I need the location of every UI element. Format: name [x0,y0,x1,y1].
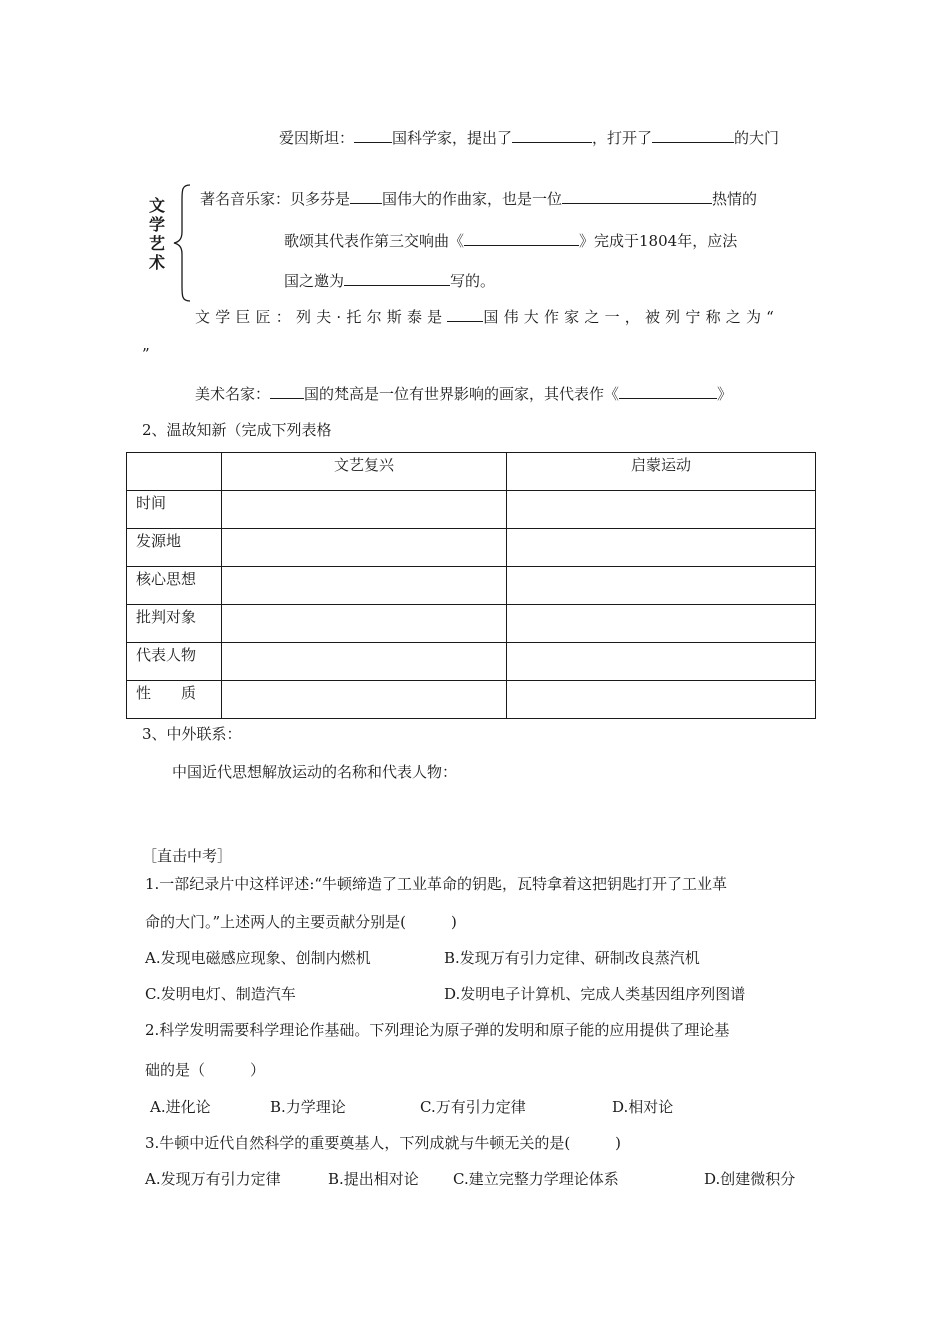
music-line-3 [284,270,495,291]
row-label: 代表人物 [127,643,222,681]
row-label: 时间 [127,491,222,529]
q3-option-d[interactable]: D.创建微积分 [704,1170,796,1188]
q3-line1: 3.牛顿中近代自然科学的重要奠基人，下列成就与牛顿无关的是( ) [145,1134,622,1152]
curly-brace-icon [172,184,192,302]
literature-close-quote: ” [142,345,150,363]
q1-option-c[interactable]: C.发明电灯、制造汽车 [145,985,296,1003]
header-cell-renaissance: 文艺复兴 [222,453,507,491]
q2-option-a[interactable]: A.进化论 [150,1098,211,1116]
table-row [127,491,816,529]
literature-suffix: 国伟大作家之一，被列宁称之为“ [483,308,780,326]
music-line1-prefix: 著名音乐家：贝多芬是 [200,190,351,208]
q2-option-b[interactable]: B.力学理论 [270,1098,346,1116]
header-cell-empty [127,453,222,491]
painter-prefix: 美术名家： [195,385,271,403]
music-line1-middle: 国伟大的作曲家，也是一位 [382,190,563,208]
blank-painter-country[interactable] [270,383,304,399]
music-line-1 [200,188,757,209]
blank-music-adjective[interactable] [562,188,712,204]
painter-middle: 国的梵高是一位有世界影响的画家，其代表作《 [304,385,620,403]
music-line-2 [284,230,737,251]
scientist-suffix: 的大门 [734,129,780,147]
q2-option-c[interactable]: C.万有引力定律 [420,1098,526,1116]
q2-line2: 础的是（ ） [145,1061,266,1079]
blank-symphony[interactable] [464,230,579,246]
music-line1-suffix: 热情的 [712,190,758,208]
scientist-middle1: 国科学家，提出了 [392,129,513,147]
q3-option-a[interactable]: A.发现万有引力定律 [145,1170,281,1188]
blank-door[interactable] [652,127,734,143]
q1-option-b[interactable]: B.发现万有引力定律、研制改良蒸汽机 [444,949,700,967]
blank-lit-country[interactable] [447,306,483,322]
painter-suffix: 》 [717,385,733,403]
q1-option-a[interactable]: A.发现电磁感应现象、创制内燃机 [145,949,371,967]
section3-text: 中国近代思想解放运动的名称和代表人物： [172,763,458,781]
q3-option-c[interactable]: C.建立完整力学理论体系 [453,1170,619,1188]
music-line3-prefix: 国之邀为 [284,272,345,290]
q1-option-d[interactable]: D.发明电子计算机、完成人类基因组序列图谱 [444,985,746,1003]
blank-painting[interactable] [619,383,717,399]
table-row [127,529,816,567]
scientist-line [279,127,779,148]
literature-line [195,306,779,327]
answer-cell[interactable] [507,529,816,567]
q2-option-d[interactable]: D.相对论 [612,1098,674,1116]
literature-prefix: 文学巨匠：列夫·托尔斯泰是 [195,308,448,326]
table-row [127,681,816,719]
table-row [127,605,816,643]
row-label: 批判对象 [127,605,222,643]
answer-cell[interactable] [222,567,507,605]
section3-title: 3、中外联系： [142,725,242,743]
table-row [127,567,816,605]
section2-title: 2、温故知新（完成下列表格 [142,421,332,439]
answer-cell[interactable] [222,605,507,643]
answer-cell[interactable] [507,567,816,605]
table-row [127,643,816,681]
q2-line1: 2.科学发明需要科学理论作基础。下列理论为原子弹的发明和原子能的应用提供了理论基 [145,1021,730,1039]
answer-cell[interactable] [222,529,507,567]
answer-cell[interactable] [507,491,816,529]
art-side-title: 文学艺术 [148,196,165,272]
blank-theory[interactable] [512,127,592,143]
painter-line [195,383,732,404]
music-line3-suffix: 写的。 [450,272,496,290]
blank-music-country[interactable] [350,188,382,204]
answer-cell[interactable] [222,681,507,719]
q3-option-b[interactable]: B.提出相对论 [328,1170,419,1188]
music-line2-prefix: 歌颂其代表作第三交响曲《 [284,232,465,250]
row-label: 发源地 [127,529,222,567]
music-line2-suffix: 》完成于1804年，应法 [579,232,738,250]
header-cell-enlightenment: 启蒙运动 [507,453,816,491]
answer-cell[interactable] [507,643,816,681]
row-label: 性 质 [127,681,222,719]
table-header-row [127,453,816,491]
answer-cell[interactable] [222,491,507,529]
scientist-prefix: 爱因斯坦： [279,129,355,147]
blank-dedicatee[interactable] [344,270,450,286]
q1-line2: 命的大门。”上述两人的主要贡献分别是( ) [145,913,457,931]
exam-title: ［直击中考］ [142,847,233,865]
row-label: 核心思想 [127,567,222,605]
blank-country[interactable] [354,127,392,143]
answer-cell[interactable] [222,643,507,681]
q1-line1: 1.一部纪录片中这样评述:“牛顿缔造了工业革命的钥匙，瓦特拿着这把钥匙打开了工业革 [145,875,728,893]
compare-table [126,452,816,719]
scientist-middle2: ，打开了 [592,129,653,147]
answer-cell[interactable] [507,681,816,719]
answer-cell[interactable] [507,605,816,643]
